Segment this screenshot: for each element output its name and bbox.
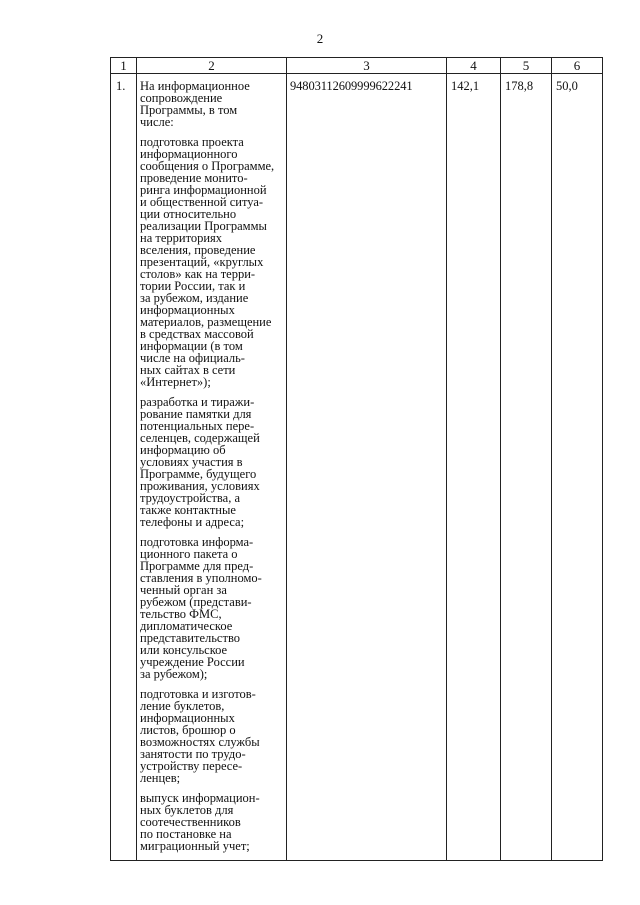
description-line: разработка и тиражи- (140, 395, 255, 409)
description-line: информации (в том (140, 339, 243, 353)
description-line: выпуск информацион- (140, 791, 260, 805)
row-code: 94803112609999622241 (287, 74, 447, 861)
row-value-col5: 178,8 (501, 74, 552, 861)
description-line: числе: (140, 115, 174, 129)
description-line: сообщения о Программе, (140, 159, 275, 173)
description-line: ставления в уполномо- (140, 571, 262, 585)
description-line: за рубежом, издание (140, 291, 249, 305)
description-line: также контактные (140, 503, 236, 517)
description-line: телефоны и адреса; (140, 515, 245, 529)
row-value-col4: 142,1 (447, 74, 501, 861)
column-header-4: 4 (447, 58, 501, 74)
description-line: рование памятки для (140, 407, 252, 421)
description-line: устройству пересе- (140, 759, 243, 773)
description-line: тории России, так и (140, 279, 246, 293)
description-line: ционного пакета о (140, 547, 238, 561)
description-line: числе на официаль- (140, 351, 245, 365)
page-number: 2 (316, 31, 324, 46)
description-line: сопровождение (140, 91, 223, 105)
description-paragraph (140, 136, 284, 388)
table-row (111, 74, 603, 861)
column-header-3: 3 (287, 58, 447, 74)
description-paragraph (140, 396, 284, 528)
description-line: ченный орган за (140, 583, 227, 597)
description-line: подготовка информа- (140, 535, 254, 549)
program-table (110, 57, 603, 861)
description-line: подготовка и изготов- (140, 687, 256, 701)
description-line: потенциальных пере- (140, 419, 255, 433)
description-line: ринга информационной (140, 183, 267, 197)
description-line: столов» как на терри- (140, 267, 256, 281)
description-line: материалов, размещение (140, 315, 272, 329)
table-header-row (111, 58, 603, 74)
description-line: информационных (140, 711, 235, 725)
row-number: 1. (111, 74, 137, 861)
description-line: на территориях (140, 231, 223, 245)
description-line: ции относительно (140, 207, 237, 221)
description-line: или консульское (140, 643, 228, 657)
description-line: за рубежом); (140, 667, 208, 681)
description-line: дипломатическое (140, 619, 233, 633)
description-line: Программе, будущего (140, 467, 257, 481)
description-paragraph (140, 792, 284, 852)
description-line: ление буклетов, (140, 699, 225, 713)
description-line: соотечественников (140, 815, 241, 829)
description-line: трудоустройства, а (140, 491, 240, 505)
column-header-6: 6 (552, 58, 603, 74)
description-line: информацию об (140, 443, 226, 457)
description-line: представительство (140, 631, 241, 645)
description-line: ленцев; (140, 771, 181, 785)
description-line: подготовка проекта (140, 135, 244, 149)
description-line: ных сайтах в сети (140, 363, 236, 377)
column-header-1: 1 (111, 58, 137, 74)
row-value-col6: 50,0 (552, 74, 603, 861)
description-line: и общественной ситуа- (140, 195, 264, 209)
column-header-5: 5 (501, 58, 552, 74)
description-line: тельство ФМС, (140, 607, 222, 621)
description-line: информационного (140, 147, 238, 161)
description-line: презентаций, «круглых (140, 255, 264, 269)
description-paragraph (140, 536, 284, 680)
description-paragraph (140, 80, 284, 128)
description-line: вселения, проведение (140, 243, 256, 257)
description-line: проведение монито- (140, 171, 248, 185)
description-paragraphs (140, 80, 284, 852)
description-line: возможностях службы (140, 735, 260, 749)
row-description (137, 74, 287, 861)
description-line: в средствах массовой (140, 327, 254, 341)
description-line: по постановке на (140, 827, 232, 841)
description-line: селенцев, содержащей (140, 431, 260, 445)
description-line: реализации Программы (140, 219, 267, 233)
column-header-2: 2 (137, 58, 287, 74)
description-line: учреждение России (140, 655, 245, 669)
description-line: занятости по трудо- (140, 747, 246, 761)
description-line: Программы, в том (140, 103, 238, 117)
description-line: проживания, условиях (140, 479, 260, 493)
description-line: ных буклетов для (140, 803, 234, 817)
description-line: рубежом (представи- (140, 595, 252, 609)
description-paragraph (140, 688, 284, 784)
description-line: «Интернет»); (140, 375, 211, 389)
description-line: На информационное (140, 79, 250, 93)
description-line: листов, брошюр о (140, 723, 236, 737)
description-line: миграционный учет; (140, 839, 250, 853)
description-line: Программе для пред- (140, 559, 254, 573)
description-line: информационных (140, 303, 235, 317)
description-line: условиях участия в (140, 455, 243, 469)
